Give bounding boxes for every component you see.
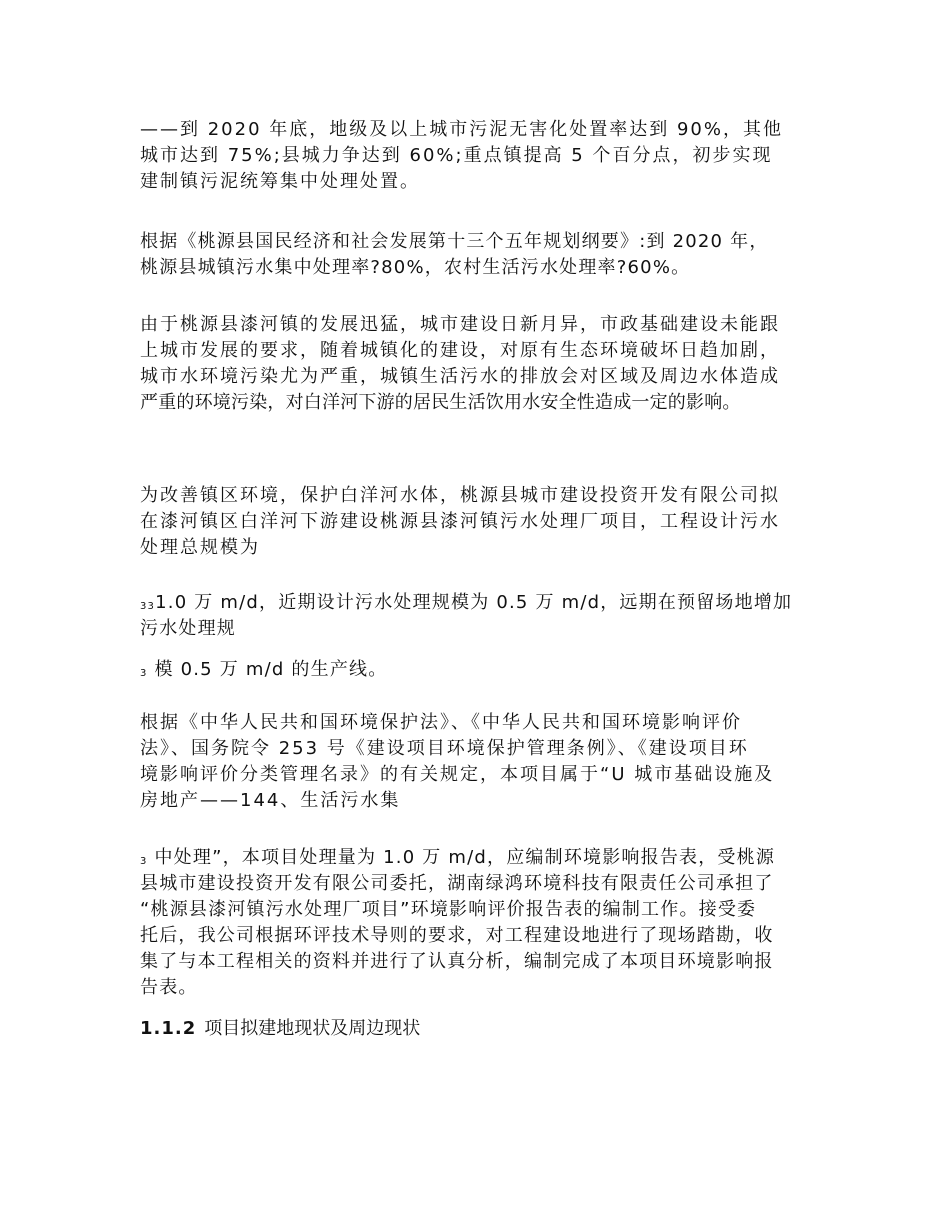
text-line: 境影响评价分类管理名录》的有关规定，本项目属于“U 城市基础设施及	[140, 764, 775, 785]
text-line: 城市达到 75%;县城力争达到 60%;重点镇提高 5 个百分点，初步实现	[140, 145, 773, 166]
paragraph-sludge-target	[140, 117, 828, 195]
text-segment: 1.0 万 m/d，近期设计污水处理规模为 0.5 万 m/d，远期在预留场地增加	[155, 592, 793, 613]
text-line: 为改善镇区环境，保护白洋河水体，桃源县城市建设投资开发有限公司拟	[140, 485, 780, 506]
text-line: 法》、国务院令 253 号《建设项目环境保护管理条例》、《建设项目环	[140, 738, 749, 759]
text-line: 告表。	[140, 977, 198, 998]
text-line: 桃源县城镇污水集中处理率?80%，农村生活污水处理率?60%。	[140, 257, 691, 278]
text-line: 在漆河镇区白洋河下游建设桃源县漆河镇污水处理厂项目，工程设计污水	[140, 511, 780, 532]
text-line: 根据《桃源县国民经济和社会发展第十三个五年规划纲要》:到 2020 年，	[140, 231, 769, 252]
paragraph-legal-basis	[140, 710, 828, 814]
paragraph-planning-outline	[140, 229, 828, 281]
superscript-mark: 3	[140, 856, 148, 867]
text-line: 污水处理规	[140, 618, 236, 639]
text-line: ——到 2020 年底，地级及以上城市污泥无害化处置率达到 90%，其他	[140, 119, 783, 140]
superscript-mark: 33	[140, 601, 156, 612]
text-line	[140, 845, 828, 871]
text-line	[140, 657, 828, 683]
section-number: 1.1.2	[140, 1018, 197, 1039]
paragraph-production-line	[140, 657, 828, 683]
text-line: 房地产——144、生活污水集	[140, 790, 401, 811]
text-line: 处理总规模为	[140, 537, 260, 558]
text-line: 严重的环境污染，对白洋河下游的居民生活饮用水安全性造成一定的影响。	[140, 392, 741, 413]
text-line: “桃源县漆河镇污水处理厂项目”环境影响评价报告表的编制工作。接受委	[140, 899, 757, 920]
text-line: 县城市建设投资开发有限公司委托，湖南绿鸿环境科技有限责任公司承担了	[140, 873, 774, 894]
text-line: 集了与本工程相关的资料并进行了认真分析，编制完成了本项目环境影响报	[140, 951, 774, 972]
paragraph-commission	[140, 845, 828, 1001]
text-line: 城市水环境污染尤为严重，城镇生活污水的排放会对区域及周边水体造成	[140, 366, 780, 387]
text-segment: 模 0.5 万 m/d 的生产线。	[154, 659, 388, 680]
paragraph-background	[140, 312, 828, 416]
text-segment: 中处理”，本项目处理量为 1.0 万 m/d，应编制环境影响报告表，受桃源	[154, 847, 776, 868]
text-line: 建制镇污泥统筹集中处理处置。	[140, 171, 420, 192]
text-line	[140, 590, 828, 616]
text-line: 托后，我公司根据环评技术导则的要求，对工程建设地进行了现场踏勘，收	[140, 925, 774, 946]
section-heading	[140, 1016, 420, 1042]
section-title: 项目拟建地现状及周边现状	[204, 1018, 421, 1039]
paragraph-capacity	[140, 590, 828, 642]
paragraph-project-purpose	[140, 483, 828, 561]
superscript-mark: 3	[140, 668, 148, 679]
text-line: 上城市发展的要求，随着城镇化的建设，对原有生态环境破坏日趋加剧，	[140, 340, 780, 361]
text-line: 由于桃源县漆河镇的发展迅猛，城市建设日新月异，市政基础建设未能跟	[140, 314, 780, 335]
text-line: 根据《中华人民共和国环境保护法》、《中华人民共和国环境影响评价	[140, 712, 742, 733]
